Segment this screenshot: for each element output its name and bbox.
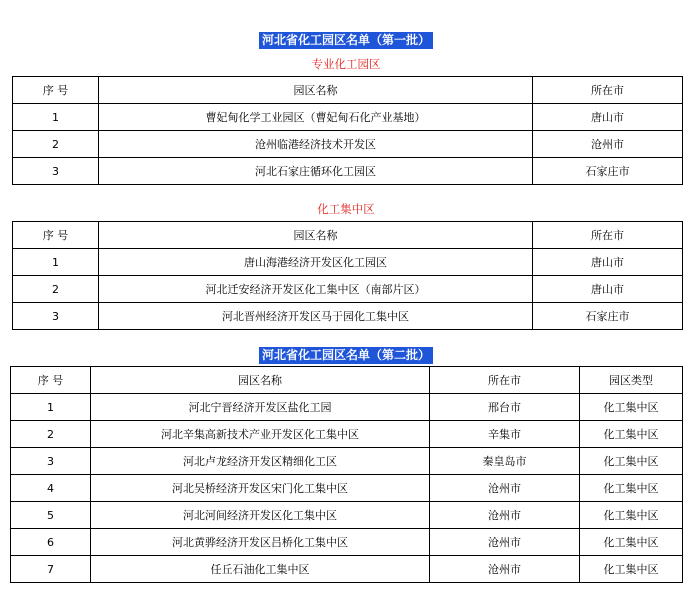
cell-city: 沧州市 xyxy=(430,475,580,502)
cell-park-name: 河北晋州经济开发区马于园化工集中区 xyxy=(99,303,533,330)
cell-park-name: 河北吴桥经济开发区宋门化工集中区 xyxy=(91,475,430,502)
cell-index: 6 xyxy=(11,529,91,556)
cell-city: 沧州市 xyxy=(430,529,580,556)
cell-park-name: 唐山海港经济开发区化工园区 xyxy=(99,249,533,276)
table-row xyxy=(13,131,683,158)
header-park-name: 园区名称 xyxy=(99,77,533,104)
cell-park-name: 河北黄骅经济开发区吕桥化工集中区 xyxy=(91,529,430,556)
cell-index: 3 xyxy=(13,303,99,330)
header-index: 序 号 xyxy=(13,77,99,104)
table-row xyxy=(13,303,683,330)
cell-park-type: 化工集中区 xyxy=(580,421,683,448)
cell-city: 沧州市 xyxy=(533,131,683,158)
table-row xyxy=(11,448,683,475)
cell-city: 邢台市 xyxy=(430,394,580,421)
header-city: 所在市 xyxy=(533,222,683,249)
batch1-title-banner xyxy=(0,29,692,49)
header-city: 所在市 xyxy=(430,367,580,394)
table-row xyxy=(13,249,683,276)
cell-park-name: 曹妃甸化学工业园区（曹妃甸石化产业基地） xyxy=(99,104,533,131)
table-row xyxy=(11,556,683,583)
cell-city: 石家庄市 xyxy=(533,158,683,185)
cell-park-type: 化工集中区 xyxy=(580,502,683,529)
cell-index: 3 xyxy=(11,448,91,475)
cell-city: 石家庄市 xyxy=(533,303,683,330)
table-row xyxy=(11,502,683,529)
group1-subtitle: 专业化工园区 xyxy=(311,57,381,71)
cell-park-type: 化工集中区 xyxy=(580,556,683,583)
cell-city: 秦皇岛市 xyxy=(430,448,580,475)
cell-park-name: 河北石家庄循环化工园区 xyxy=(99,158,533,185)
header-index: 序 号 xyxy=(13,222,99,249)
cell-city: 沧州市 xyxy=(430,502,580,529)
cell-park-name: 河北宁晋经济开发区盐化工园 xyxy=(91,394,430,421)
cell-index: 7 xyxy=(11,556,91,583)
table-header-row xyxy=(13,222,683,249)
cell-index: 1 xyxy=(13,249,99,276)
cell-index: 5 xyxy=(11,502,91,529)
batch2-title: 河北省化工园区名单（第二批） xyxy=(259,347,433,364)
cell-index: 3 xyxy=(13,158,99,185)
cell-index: 2 xyxy=(11,421,91,448)
batch1-title: 河北省化工园区名单（第一批） xyxy=(259,32,433,49)
header-park-name: 园区名称 xyxy=(91,367,430,394)
header-park-name: 园区名称 xyxy=(99,222,533,249)
cell-city: 唐山市 xyxy=(533,249,683,276)
cell-city: 唐山市 xyxy=(533,276,683,303)
cell-park-name: 沧州临港经济技术开发区 xyxy=(99,131,533,158)
cell-park-name: 任丘石油化工集中区 xyxy=(91,556,430,583)
cell-park-type: 化工集中区 xyxy=(580,394,683,421)
cell-park-name: 河北迁安经济开发区化工集中区（南部片区） xyxy=(99,276,533,303)
cell-index: 2 xyxy=(13,276,99,303)
table-row xyxy=(11,475,683,502)
cell-city: 沧州市 xyxy=(430,556,580,583)
header-city: 所在市 xyxy=(533,77,683,104)
header-park-type: 园区类型 xyxy=(580,367,683,394)
cell-park-name: 河北辛集高新技术产业开发区化工集中区 xyxy=(91,421,430,448)
cell-index: 2 xyxy=(13,131,99,158)
cell-city: 辛集市 xyxy=(430,421,580,448)
cell-index: 1 xyxy=(11,394,91,421)
cell-park-name: 河北河间经济开发区化工集中区 xyxy=(91,502,430,529)
group2-subtitle: 化工集中区 xyxy=(317,202,375,216)
cell-park-type: 化工集中区 xyxy=(580,475,683,502)
cell-park-type: 化工集中区 xyxy=(580,448,683,475)
table-row xyxy=(13,158,683,185)
cell-park-type: 化工集中区 xyxy=(580,529,683,556)
table-header-row xyxy=(11,367,683,394)
cell-city: 唐山市 xyxy=(533,104,683,131)
cell-index: 1 xyxy=(13,104,99,131)
table-row xyxy=(13,276,683,303)
cell-index: 4 xyxy=(11,475,91,502)
cell-park-name: 河北卢龙经济开发区精细化工区 xyxy=(91,448,430,475)
table-row xyxy=(13,104,683,131)
table-row xyxy=(11,394,683,421)
batch2-parks-table xyxy=(10,366,683,583)
chemical-concentration-table xyxy=(12,221,683,330)
header-index: 序 号 xyxy=(11,367,91,394)
table-row xyxy=(11,529,683,556)
table-row xyxy=(11,421,683,448)
table-header-row xyxy=(13,77,683,104)
batch2-title-banner xyxy=(0,344,692,364)
professional-parks-table xyxy=(12,76,683,185)
